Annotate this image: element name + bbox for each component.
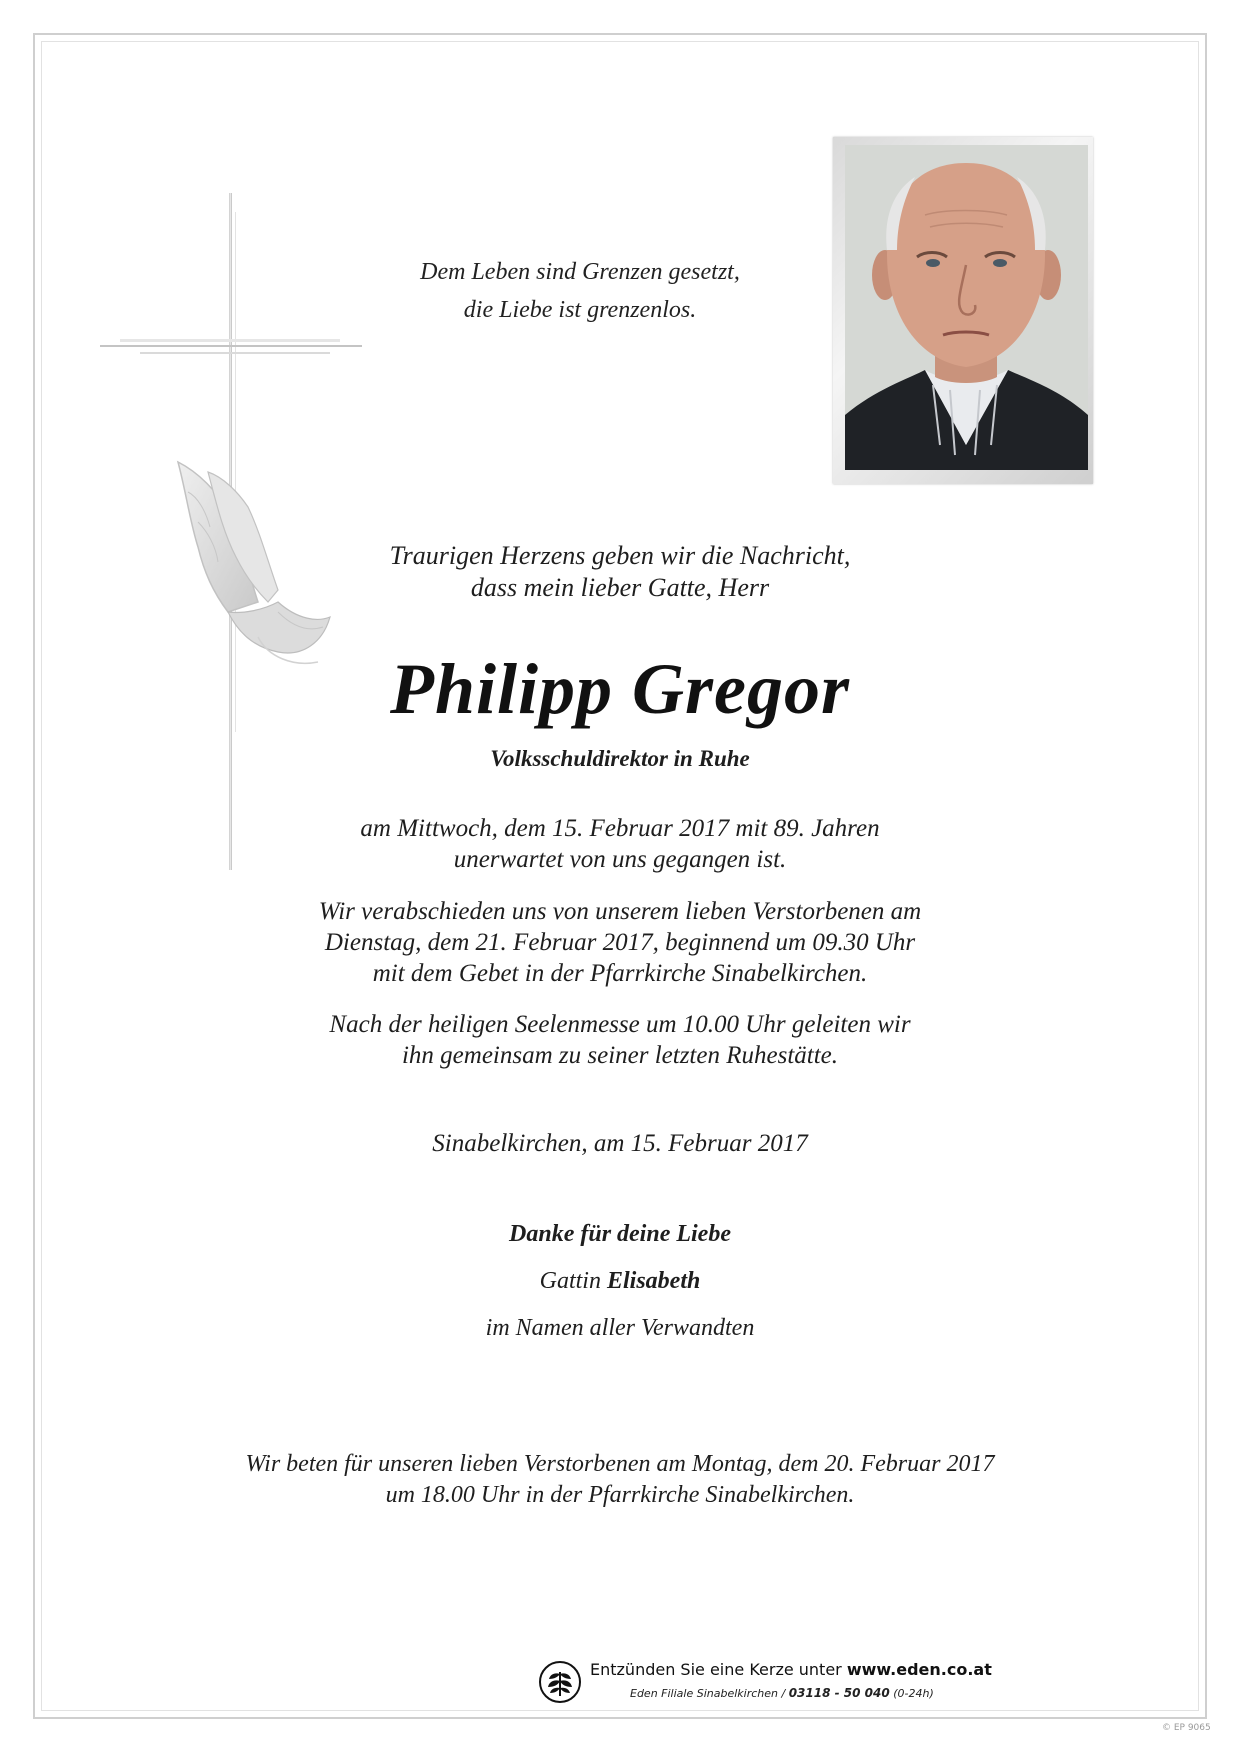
mass-line: ihn gemeinsam zu seiner letzten Ruhestätte.	[401, 1042, 839, 1069]
deceased-name: Philipp Gregor	[389, 649, 851, 729]
intro-line: dass mein lieber Gatte, Herr	[470, 573, 770, 602]
farewell-line: mit dem Gebet in der Pfarrkirche Sinabelkirchen.	[372, 960, 868, 987]
footer	[538, 1658, 992, 1708]
wife-name: Elisabeth	[606, 1268, 701, 1294]
relatives-line: im Namen aller Verwandten	[485, 1315, 755, 1341]
intro-line: Traurigen Herzens geben wir die Nachricht,	[389, 541, 851, 570]
death-line: am Mittwoch, dem 15. Februar 2017 mit 89. Jahren	[360, 815, 880, 842]
footer-hours: (0-24h)	[893, 1687, 934, 1700]
footer-candle-line	[590, 1660, 992, 1680]
death-line: unerwartet von uns gegangen ist.	[453, 846, 787, 873]
death-notice	[0, 813, 1240, 875]
document-code: © EP 9065	[1162, 1723, 1211, 1733]
farewell-line: Wir verabschieden uns von unserem lieben Verstorbenen am	[318, 898, 922, 925]
cross-horizontal-shadow	[120, 339, 340, 342]
portrait-photo	[845, 145, 1088, 470]
prayer-notice	[0, 1449, 1240, 1511]
footer-candle-text: Entzünden Sie eine Kerze unter	[590, 1660, 842, 1679]
footer-branch-text: Eden Filiale Sinabelkirchen /	[630, 1687, 786, 1700]
wife-line	[0, 1265, 1240, 1297]
motto-line: die Liebe ist grenzenlos.	[463, 297, 697, 323]
prayer-line: Wir beten für unseren lieben Verstorbenen am Montag, dem 20. Februar 2017	[245, 1451, 995, 1477]
cross-horizontal-beam	[100, 345, 362, 347]
footer-branch-line	[630, 1686, 934, 1701]
mass-notice	[0, 1009, 1240, 1071]
wife-prefix: Gattin	[539, 1268, 601, 1294]
footer-website-link[interactable]: www.eden.co.at	[846, 1660, 992, 1679]
footer-phone: 03118 - 50 040	[788, 1686, 890, 1700]
farewell-notice	[0, 896, 1240, 989]
motto	[380, 253, 780, 329]
prayer-line: um 18.00 Uhr in der Pfarrkirche Sinabelkirchen.	[385, 1482, 855, 1508]
mass-line: Nach der heiligen Seelenmesse um 10.00 Uhr geleiten wir	[329, 1011, 911, 1038]
cross-horizontal-shadow-lower	[140, 352, 330, 354]
thanks-line: Danke für deine Liebe	[509, 1221, 731, 1247]
farewell-line: Dienstag, dem 21. Februar 2017, beginnend um 09.30 Uhr	[324, 929, 916, 956]
intro-text	[0, 540, 1240, 604]
deceased-title: Volksschuldirektor in Ruhe	[490, 746, 750, 771]
place-date: Sinabelkirchen, am 15. Februar 2017	[432, 1130, 808, 1157]
eden-tree-logo-icon	[538, 1660, 582, 1704]
motto-line: Dem Leben sind Grenzen gesetzt,	[420, 259, 740, 285]
